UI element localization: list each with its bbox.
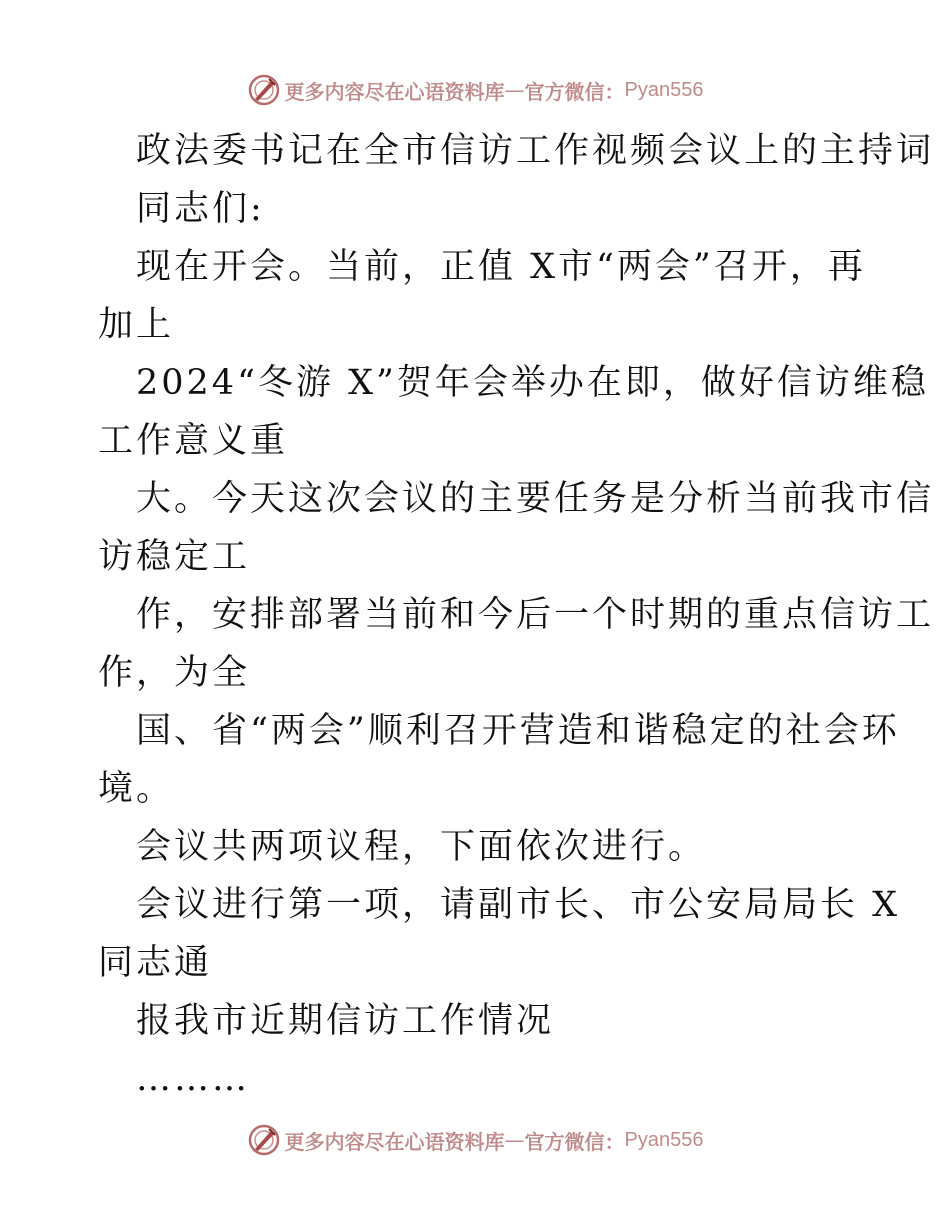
ellipsis-line: ……… (136, 1059, 250, 1099)
paragraph-line: 工作意义重 (98, 421, 289, 461)
document-title: 政法委书记在全市信访工作视频会议上的主持词 (136, 131, 935, 171)
paragraph-line: 境。 (98, 769, 175, 809)
quill-logo-icon (247, 1123, 281, 1157)
paragraph-line: 会议共两项议程，下面依次进行。 (136, 827, 707, 867)
header-watermark (0, 68, 950, 112)
watermark-wechat-id: Pyan556 (624, 1128, 704, 1151)
paragraph-line: 会议进行第一项，请副市长、市公安局局长 X (136, 885, 901, 925)
paragraph-line: 同志通 (98, 943, 213, 983)
paragraph-line: 国、省“两会”顺利召开营造和谐稳定的社会环 (136, 711, 900, 751)
watermark-label: 官方微信： (524, 79, 625, 104)
footer-watermark (0, 1118, 950, 1162)
watermark-wechat-id: Pyan556 (624, 78, 704, 101)
watermark-text: 更多内容尽在心语资料库 (284, 1129, 505, 1154)
paragraph-line: 大。今天这次会议的主要任务是分析当前我市信 (136, 479, 935, 519)
salutation: 同志们: (136, 189, 265, 229)
watermark-separator: — (504, 1128, 525, 1152)
watermark-label: 官方微信： (524, 1129, 625, 1154)
watermark-text: 更多内容尽在心语资料库 (284, 79, 505, 104)
document-body (98, 122, 935, 1108)
paragraph-line: 作，安排部署当前和今后一个时期的重点信访工 (136, 595, 935, 635)
paragraph-line: 访稳定工 (98, 537, 251, 577)
paragraph-line: 报我市近期信访工作情况 (136, 1001, 555, 1041)
watermark-separator: — (504, 78, 525, 102)
paragraph-line: 现在开会。当前，正值 X市“两会”召开，再 (136, 247, 866, 287)
quill-logo-icon (247, 73, 281, 107)
paragraph-line: 2024“冬游 X”贺年会举办在即，做好信访维稳 (136, 363, 929, 403)
paragraph-line: 加上 (98, 305, 175, 345)
paragraph-line: 作，为全 (98, 653, 251, 693)
